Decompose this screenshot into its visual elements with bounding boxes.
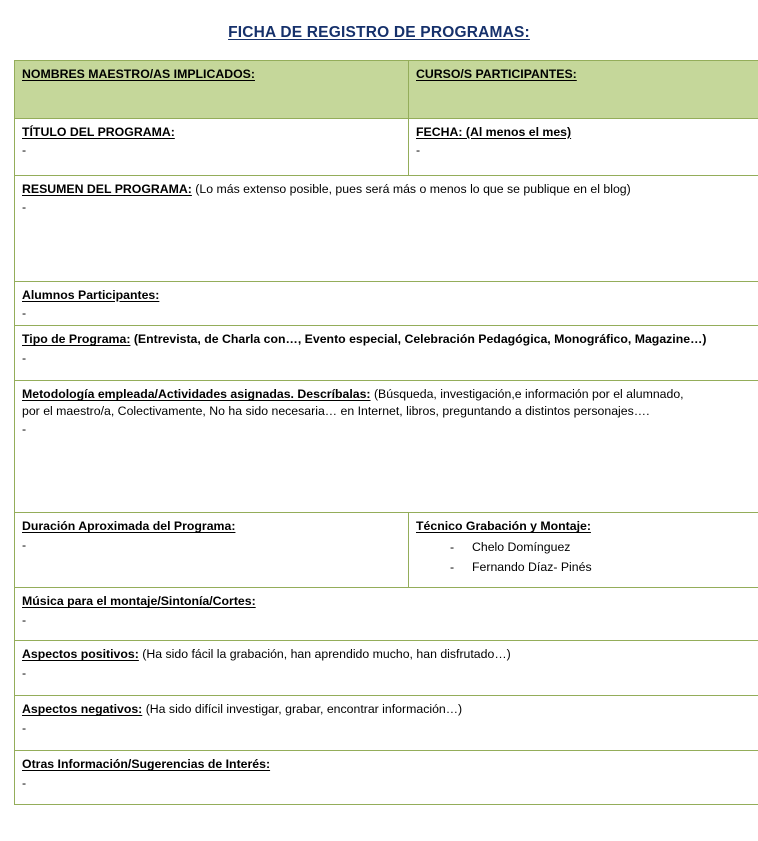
value-aspectos-positivos: -: [22, 665, 27, 680]
cell-cursos-participantes[interactable]: [409, 61, 758, 119]
label-fecha: FECHA: (Al menos el mes): [416, 125, 572, 139]
cell-duracion-programa[interactable]: [15, 513, 409, 588]
table-row: [15, 513, 758, 588]
table-row: [15, 176, 758, 282]
hint-aspectos-negativos: (Ha sido difícil investigar, grabar, encontrar información…): [142, 702, 463, 717]
label-tipo-programa: Tipo de Programa:: [22, 332, 131, 347]
value-fecha: -: [416, 143, 421, 158]
list-item: [416, 557, 758, 577]
table-row: [15, 326, 758, 381]
label-aspectos-positivos: Aspectos positivos:: [22, 647, 139, 662]
value-musica-montaje: -: [22, 612, 27, 627]
cell-musica-montaje[interactable]: [15, 588, 758, 641]
label-metodologia: Metodología empleada/Actividades asignadas. Descríbalas:: [22, 387, 371, 402]
hint-metodologia: (Búsqueda, investigación,e información por el alumnado,: [370, 387, 684, 402]
hint-resumen-programa: (Lo más extenso posible, pues será más o menos lo que se publique en el blog): [191, 182, 631, 196]
label-otras-informacion: Otras Información/Sugerencias de Interés:: [22, 757, 271, 772]
page-title: FICHA DE REGISTRO DE PROGRAMAS:: [228, 24, 530, 41]
value-otras-informacion: -: [22, 775, 27, 790]
bullet-dash-icon: -: [450, 559, 455, 574]
value-titulo-programa: -: [22, 143, 27, 158]
list-item: [416, 537, 758, 557]
cell-fecha[interactable]: [409, 119, 758, 176]
label-aspectos-negativos: Aspectos negativos:: [22, 702, 143, 717]
cell-aspectos-negativos[interactable]: [15, 696, 758, 751]
hint-aspectos-positivos: (Ha sido fácil la grabación, han aprendido mucho, han disfrutado…): [138, 647, 511, 662]
cell-aspectos-positivos[interactable]: [15, 641, 758, 696]
cell-tecnico-grabacion[interactable]: [409, 513, 758, 588]
label-duracion-programa: Duración Aproximada del Programa:: [22, 519, 236, 534]
label-tecnico-grabacion: Técnico Grabación y Montaje:: [416, 519, 591, 534]
cell-tipo-programa[interactable]: [15, 326, 758, 381]
hint-tipo-programa: (Entrevista, de Charla con…, Evento especial, Celebración Pedagógica, Monográfico, Magazine…): [130, 332, 707, 347]
cell-alumnos-participantes[interactable]: [15, 282, 758, 326]
label-alumnos-participantes: Alumnos Participantes:: [22, 288, 160, 302]
value-alumnos-participantes: -: [22, 306, 27, 321]
ficha-registro-table: [14, 60, 758, 805]
bullet-dash-icon: -: [450, 539, 455, 554]
label-cursos-participantes: CURSO/S PARTICIPANTES:: [416, 67, 577, 81]
value-resumen-programa: -: [22, 200, 27, 215]
cell-metodologia[interactable]: [15, 381, 758, 513]
label-musica-montaje: Música para el montaje/Sintonía/Cortes:: [22, 594, 256, 609]
value-aspectos-negativos: -: [22, 720, 27, 735]
value-duracion-programa: -: [22, 537, 27, 552]
table-row: [15, 696, 758, 751]
value-tipo-programa: -: [22, 350, 27, 365]
table-row: [15, 61, 758, 119]
table-row: [15, 381, 758, 513]
cell-resumen-programa[interactable]: [15, 176, 758, 282]
tecnico-name-list: [416, 537, 758, 578]
value-metodologia: -: [22, 422, 27, 437]
table-row: [15, 751, 758, 805]
table-row: [15, 641, 758, 696]
cell-otras-informacion[interactable]: [15, 751, 758, 805]
cell-nombres-maestros[interactable]: [15, 61, 409, 119]
table-row: [15, 282, 758, 326]
label-titulo-programa: TÍTULO DEL PROGRAMA:: [22, 125, 175, 139]
table-row: [15, 119, 758, 176]
cell-titulo-programa[interactable]: [15, 119, 409, 176]
list-item-label: Chelo Domínguez: [472, 539, 571, 554]
label-resumen-programa: RESUMEN DEL PROGRAMA:: [22, 182, 192, 196]
label-nombres-maestros: NOMBRES MAESTRO/AS IMPLICADOS:: [22, 67, 255, 81]
list-item-label: Fernando Díaz- Pinés: [472, 559, 592, 574]
hint-metodologia-line2: por el maestro/a, Colectivamente, No ha sido necesaria… en Internet, libros, preguntando a distintos personajes….: [22, 403, 650, 418]
table-row: [15, 588, 758, 641]
